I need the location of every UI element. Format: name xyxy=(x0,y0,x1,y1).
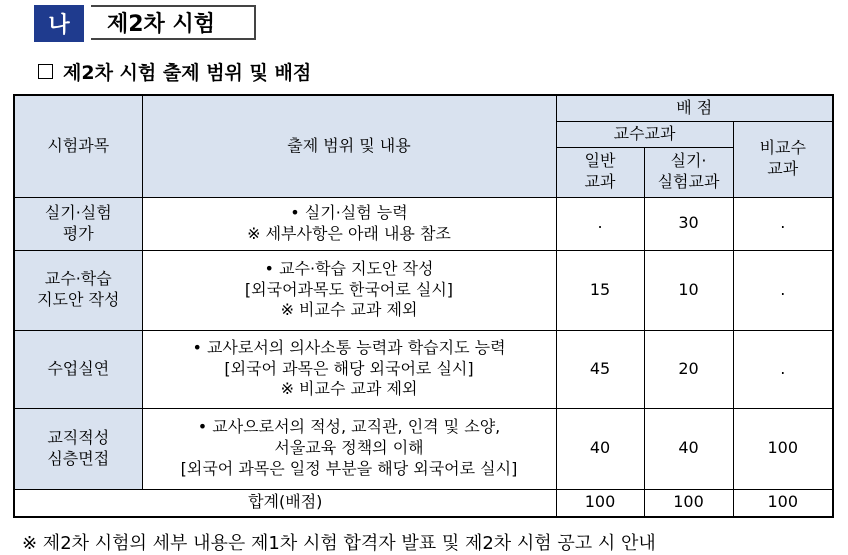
row-practical: 30 xyxy=(644,197,733,250)
total-row xyxy=(14,489,833,517)
footnote: ※ 제2차 시험의 세부 내용은 제1차 시험 합격자 발표 및 제2차 시험 공고 시 안내 xyxy=(22,533,656,554)
header-scope: 출제 범위 및 내용 xyxy=(142,95,556,197)
table-subtitle xyxy=(38,58,311,85)
row-practical: 10 xyxy=(644,250,733,330)
total-label: 합계(배점) xyxy=(14,489,556,517)
table-row xyxy=(14,197,833,250)
row-non-teaching: 100 xyxy=(733,408,833,489)
section-title: 제2차 시험 xyxy=(91,5,256,40)
row-general: 40 xyxy=(556,408,644,489)
row-subject: 수업실연 xyxy=(14,330,142,408)
row-non-teaching: . xyxy=(733,250,833,330)
row-content: • 실기·실험 능력 ※ 세부사항은 아래 내용 참조 xyxy=(142,197,556,250)
header-non-teaching: 비교수 교과 xyxy=(733,121,833,197)
row-content: • 교사으로서의 적성, 교직관, 인격 및 소양, 서울교육 정책의 이해 [외국어 과목은 일정 부분을 해당 외국어로 실시] xyxy=(142,408,556,489)
header-practical: 실기· 실험교과 xyxy=(644,147,733,197)
section-badge: 나 xyxy=(34,5,84,42)
header-teaching: 교수교과 xyxy=(556,121,733,147)
square-bullet-icon xyxy=(38,64,53,79)
table-row xyxy=(14,408,833,489)
row-general: 45 xyxy=(556,330,644,408)
row-subject: 교수·학습 지도안 작성 xyxy=(14,250,142,330)
row-practical: 40 xyxy=(644,408,733,489)
row-general: 15 xyxy=(556,250,644,330)
row-content: • 교수·학습 지도안 작성 [외국어과목도 한국어로 실시] ※ 비교수 교과 제외 xyxy=(142,250,556,330)
table-row xyxy=(14,250,833,330)
subtitle-text: 제2차 시험 출제 범위 및 배점 xyxy=(63,62,312,84)
header-points: 배 점 xyxy=(556,95,833,121)
header-subject: 시험과목 xyxy=(14,95,142,197)
row-content: • 교사로서의 의사소통 능력과 학습지도 능력 [외국어 과목은 해당 외국어로 실시] ※ 비교수 교과 제외 xyxy=(142,330,556,408)
total-non-teaching: 100 xyxy=(733,489,833,517)
table-row xyxy=(14,330,833,408)
exam-scope-table xyxy=(13,94,834,518)
total-general: 100 xyxy=(556,489,644,517)
row-practical: 20 xyxy=(644,330,733,408)
row-general: . xyxy=(556,197,644,250)
header-general: 일반 교과 xyxy=(556,147,644,197)
total-practical: 100 xyxy=(644,489,733,517)
row-non-teaching: . xyxy=(733,197,833,250)
row-subject: 실기·실험 평가 xyxy=(14,197,142,250)
row-subject: 교직적성 심층면접 xyxy=(14,408,142,489)
row-non-teaching: . xyxy=(733,330,833,408)
